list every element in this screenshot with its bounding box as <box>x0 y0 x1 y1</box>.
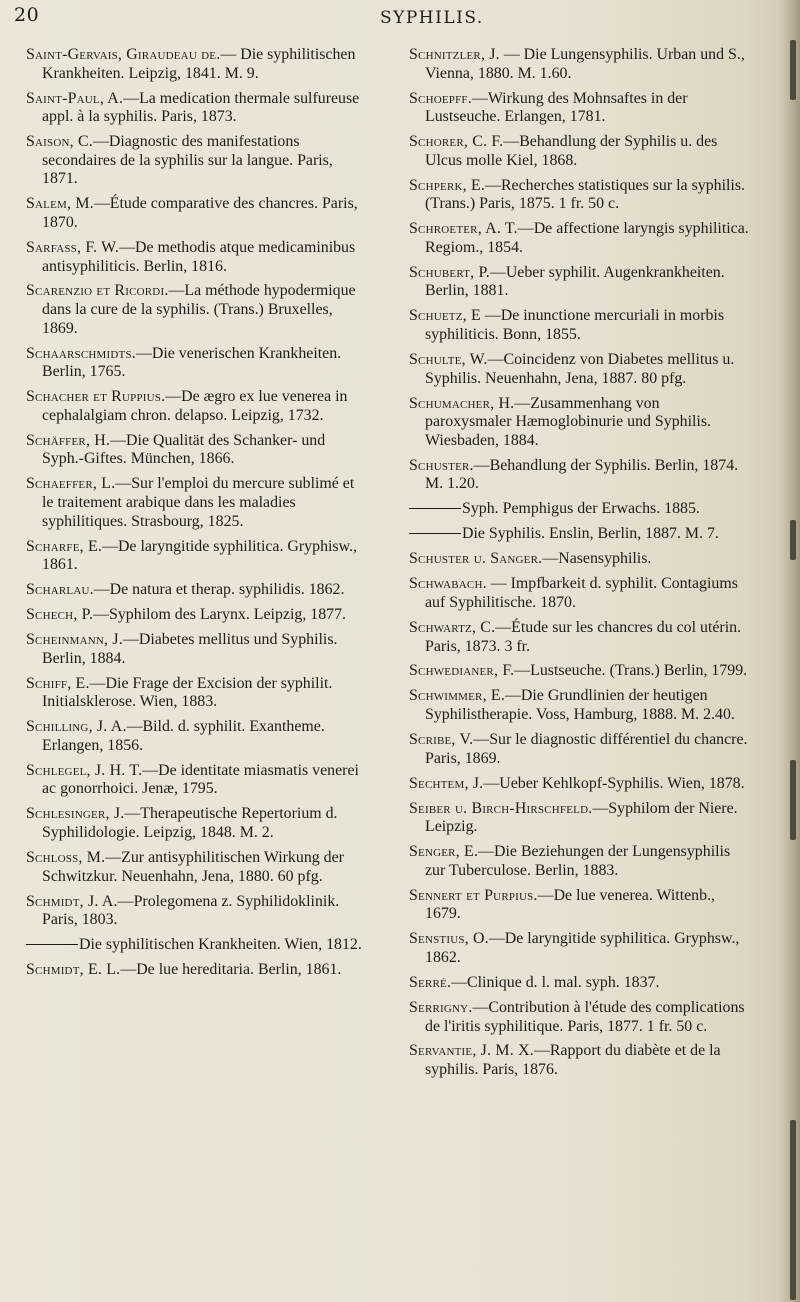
entry-text: —Nasensyphilis. <box>542 550 652 568</box>
entry-author: Schnitzler, J. <box>409 46 500 63</box>
bibliography-entry <box>409 500 749 519</box>
entry-text: Die syphilitischen Krankheiten. Wien, 1812. <box>79 936 362 954</box>
entry-text: —Ueber syphilit. Augenkrankheiten. Berlin, 1881. <box>425 263 725 300</box>
entry-text: —Coincidenz von Diabetes mellitus u. Syphilis. Neuenhahn, Jena, 1887. 80 pfg. <box>425 351 735 387</box>
page-edge-mark <box>790 40 796 100</box>
entry-text: — Die Lungensyphilis. Urban und S., Vienna, 1880. M. 1.60. <box>425 46 745 82</box>
entry-author: Schmidt, J. A. <box>26 892 118 910</box>
entry-text: —Die Beziehungen der Lungensyphilis zur Tuberculose. Berlin, 1883. <box>425 843 731 879</box>
entry-author: Schulte, W. <box>409 351 488 369</box>
bibliography-entry <box>409 90 749 127</box>
entry-text: —De identitate miasmatis venerei ac gonorrhoici. Jenæ, 1795. <box>42 761 359 798</box>
bibliography-entry <box>409 974 749 993</box>
entry-author: Schwimmer, E. <box>409 687 506 705</box>
bibliography-entry <box>409 351 749 388</box>
entry-text: —Diagnostic des manifestations secondaires de la syphilis sur la langue. Paris, 1871. <box>42 133 333 188</box>
entry-author: Servantie, J. M. X. <box>409 1042 534 1060</box>
entry-author: Scharlau. <box>26 581 94 599</box>
entry-text: —De inunctione mercuriali in morbis syphiliticis. Bonn, 1855. <box>425 307 725 344</box>
bibliography-entry <box>409 220 749 257</box>
entry-text: —La medication thermale sulfureuse appl. à la syphilis. Paris, 1873. <box>42 89 360 126</box>
entry-author: Senstius, O. <box>409 930 489 948</box>
entry-text: —De natura et therap. syphilidis. 1862. <box>93 581 345 599</box>
ditto-rule <box>409 508 461 509</box>
entry-author: Saison, C. <box>26 133 93 151</box>
entry-text: —Zusammenhang von paroxysmaler Hæmoglobinurie und Syphilis. Wiesbaden, 1884. <box>425 394 712 449</box>
entry-text: —Bild. d. syphilit. Exantheme. Erlangen, 1856. <box>42 718 325 754</box>
bibliography-entry <box>409 264 749 301</box>
entry-author: Schloss, M. <box>26 849 106 866</box>
bibliography-entry <box>409 177 749 214</box>
entry-author: Schorer, C. F. <box>409 133 504 151</box>
entry-text: —Die Qualität des Schanker- und Syph.-Giftes. München, 1866. <box>42 431 326 468</box>
entry-text: —De affectione laryngis syphilitica. Regiom., 1854. <box>425 220 749 256</box>
bibliography-entry <box>409 1042 749 1079</box>
entry-text: —De lue venerea. Wittenb., 1679. <box>425 886 716 923</box>
entry-author: Seiber u. Birch-Hirschfeld. <box>409 799 593 817</box>
entry-text: —Prolegomena z. Syphilidoklinik. Paris, 1803. <box>42 892 340 929</box>
bibliography-entry <box>409 575 749 612</box>
entry-author: Scribe, V. <box>409 731 474 749</box>
bibliography-entry <box>409 800 749 837</box>
bibliography-entry <box>26 606 366 625</box>
entry-author: Schoepff. <box>409 89 472 107</box>
bibliography-entry <box>26 936 366 955</box>
entry-author: Sechtem, J. <box>409 774 484 792</box>
entry-text: —Behandlung der Syphilis. Berlin, 1874. M. 1.20. <box>425 456 739 493</box>
page-edge-mark <box>790 760 796 840</box>
bibliography-entry <box>409 731 749 768</box>
entry-text: Die Syphilis. Enslin, Berlin, 1887. M. 7. <box>462 525 719 543</box>
entry-text: —Contribution à l'étude des complications de l'iritis syphilitique. Paris, 1877. 1 fr. 50 c. <box>425 998 745 1035</box>
entry-author: Schumacher, H. <box>409 394 515 412</box>
entry-author: Schacher et Ruppius. <box>26 388 166 406</box>
entry-text: Syph. Pemphigus der Erwachs. 1885. <box>462 500 700 518</box>
entry-author: Schaeffer, L. <box>26 475 116 493</box>
bibliography-entry <box>26 432 366 469</box>
entry-text: —De laryngitide syphilitica. Gryphisw., 1861. <box>42 537 358 574</box>
entry-text: —De lue hereditaria. Berlin, 1861. <box>120 961 342 979</box>
entry-text: —Syphilom der Niere. Leipzig. <box>425 799 738 836</box>
bibliography-entry <box>26 475 366 531</box>
entry-author: Sennert et Purpius. <box>409 886 538 904</box>
page-number: 20 <box>14 4 40 26</box>
bibliography-entry <box>409 550 749 569</box>
entry-text: —Clinique d. l. mal. syph. 1837. <box>451 973 660 991</box>
entry-text: —Sur l'emploi du mercure sublimé et le traitement arabique dans les maladies syphilitiques. Strasbourg, 1825. <box>42 475 355 530</box>
bibliography-entry <box>409 999 749 1036</box>
entry-text: —De ægro ex lue venerea in cephalalgiam chron. delapso. Leipzig, 1732. <box>42 388 348 424</box>
entry-text: —Diabetes mellitus und Syphilis. Berlin, 1884. <box>42 631 338 667</box>
entry-text: —Ueber Kehlkopf-Syphilis. Wien, 1878. <box>483 774 745 792</box>
page-edge-mark <box>790 1120 796 1300</box>
entry-text: —Die venerischen Krankheiten. Berlin, 1765. <box>42 344 342 381</box>
entry-author: Senger, E. <box>409 843 479 861</box>
bibliography-entry <box>26 581 366 600</box>
entry-text: — Impfbarkeit d. syphilit. Contagiums auf Syphilitische. 1870. <box>425 575 738 611</box>
bibliography-entry <box>409 395 749 451</box>
page-edge-mark <box>790 520 796 560</box>
left-column <box>26 46 366 986</box>
bibliography-entry <box>409 619 749 656</box>
bibliography-entry <box>409 307 749 344</box>
entry-text: —Die Grundlinien der heutigen Syphilistherapie. Voss, Hamburg, 1888. M. 2.40. <box>425 687 735 724</box>
entry-text: — Die syphilitischen Krankheiten. Leipzig, 1841. M. 9. <box>42 46 356 82</box>
entry-author: Salem, M. <box>26 195 94 213</box>
ditto-rule <box>409 533 461 534</box>
entry-text: —Rapport du diabète et de la syphilis. Paris, 1876. <box>425 1042 721 1079</box>
bibliography-entry <box>26 46 366 83</box>
entry-author: Schuster u. Sanger. <box>409 550 543 568</box>
running-head: SYPHILIS. <box>380 8 484 28</box>
entry-author: Schäffer, H. <box>26 431 111 449</box>
entry-author: Saint-Paul, A. <box>26 89 124 107</box>
entry-author: Schmidt, E. L. <box>26 961 121 979</box>
bibliography-entry <box>26 849 366 886</box>
entry-author: Schwartz, C. <box>409 618 496 636</box>
entry-text: —La méthode hypodermique dans la cure de la syphilis. (Trans.) Bruxelles, 1869. <box>42 282 356 337</box>
page-edge-shadow <box>778 0 800 1302</box>
bibliography-entry <box>26 195 366 232</box>
entry-author: Serrigny. <box>409 998 473 1016</box>
ditto-rule <box>26 944 78 945</box>
entry-text: —De methodis atque medicaminibus antisyphiliticis. Berlin, 1816. <box>42 238 356 275</box>
entry-author: Sarfass, F. W. <box>26 238 120 256</box>
bibliography-entry <box>26 893 366 930</box>
bibliography-entry <box>409 843 749 880</box>
entry-author: Schlegel, J. H. T. <box>26 761 143 779</box>
entry-author: Scharfe, E. <box>26 537 103 555</box>
bibliography-entry <box>26 631 366 668</box>
bibliography-entry <box>26 282 366 338</box>
entry-author: Scheinmann, J. <box>26 631 123 649</box>
entry-text: —Lustseuche. (Trans.) Berlin, 1799. <box>514 662 748 680</box>
bibliography-entry <box>26 675 366 712</box>
entry-text: —Étude sur les chancres du col utérin. Paris, 1873. 3 fr. <box>425 618 742 655</box>
entry-author: Schperk, E. <box>409 176 486 194</box>
entry-text: —Therapeutische Repertorium d. Syphilidologie. Leipzig, 1848. M. 2. <box>42 805 338 842</box>
bibliography-entry <box>409 457 749 494</box>
entry-author: Scarenzio et Ricordi. <box>26 282 169 300</box>
entry-text: —Sur le diagnostic différentiel du chancre. Paris, 1869. <box>425 731 748 767</box>
bibliography-entry <box>26 538 366 575</box>
bibliography-entry <box>409 775 749 794</box>
entry-author: Schuster. <box>409 456 474 474</box>
entry-author: Schech, P. <box>26 606 94 624</box>
bibliography-entry <box>409 46 749 83</box>
entry-author: Schuetz, E <box>409 307 481 325</box>
bibliography-entry <box>26 762 366 799</box>
entry-author: Schiff, E. <box>26 674 90 692</box>
entry-text: —Die Frage der Excision der syphilit. Initialsklerose. Wien, 1883. <box>42 674 333 711</box>
entry-author: Schwedianer, F. <box>409 662 515 680</box>
bibliography-entry <box>26 133 366 189</box>
entry-author: Saint-Gervais, Giraudeau de. <box>26 46 221 63</box>
entry-author: Serré. <box>409 973 452 991</box>
entry-author: Schwabach. <box>409 575 487 593</box>
bibliography-entry <box>409 662 749 681</box>
bibliography-entry <box>409 133 749 170</box>
bibliography-entry <box>26 805 366 842</box>
entry-author: Schlesinger, J. <box>26 805 125 823</box>
entry-text: —Zur antisyphilitischen Wirkung der Schwitzkur. Neuenhahn, Jena, 1880. 60 pfg. <box>42 849 344 885</box>
entry-author: Schaarschmidts. <box>26 344 136 362</box>
bibliography-entry <box>26 388 366 425</box>
entry-author: Schilling, J. A. <box>26 718 127 736</box>
bibliography-entry <box>409 525 749 544</box>
bibliography-entry <box>26 239 366 276</box>
entry-author: Schroeter, A. T. <box>409 220 518 238</box>
right-column <box>409 46 749 1086</box>
bibliography-entry <box>26 961 366 980</box>
bibliography-entry <box>26 90 366 127</box>
bibliography-entry <box>26 718 366 755</box>
bibliography-entry <box>409 930 749 967</box>
entry-text: —Behandlung der Syphilis u. des Ulcus molle Kiel, 1868. <box>425 133 718 169</box>
entry-text: —Étude comparative des chancres. Paris, 1870. <box>42 195 358 231</box>
entry-text: —Syphilom des Larynx. Leipzig, 1877. <box>93 606 347 624</box>
entry-author: Schubert, P. <box>409 263 490 281</box>
bibliography-entry <box>409 687 749 724</box>
entry-text: —Recherches statistiques sur la syphilis. (Trans.) Paris, 1875. 1 fr. 50 c. <box>425 176 746 213</box>
bibliography-entry <box>409 887 749 924</box>
bibliography-entry <box>26 345 366 382</box>
entry-text: —Wirkung des Mohnsaftes in der Lustseuche. Erlangen, 1781. <box>425 89 688 126</box>
entry-text: —De laryngitide syphilitica. Gryphsw., 1862. <box>425 930 740 966</box>
